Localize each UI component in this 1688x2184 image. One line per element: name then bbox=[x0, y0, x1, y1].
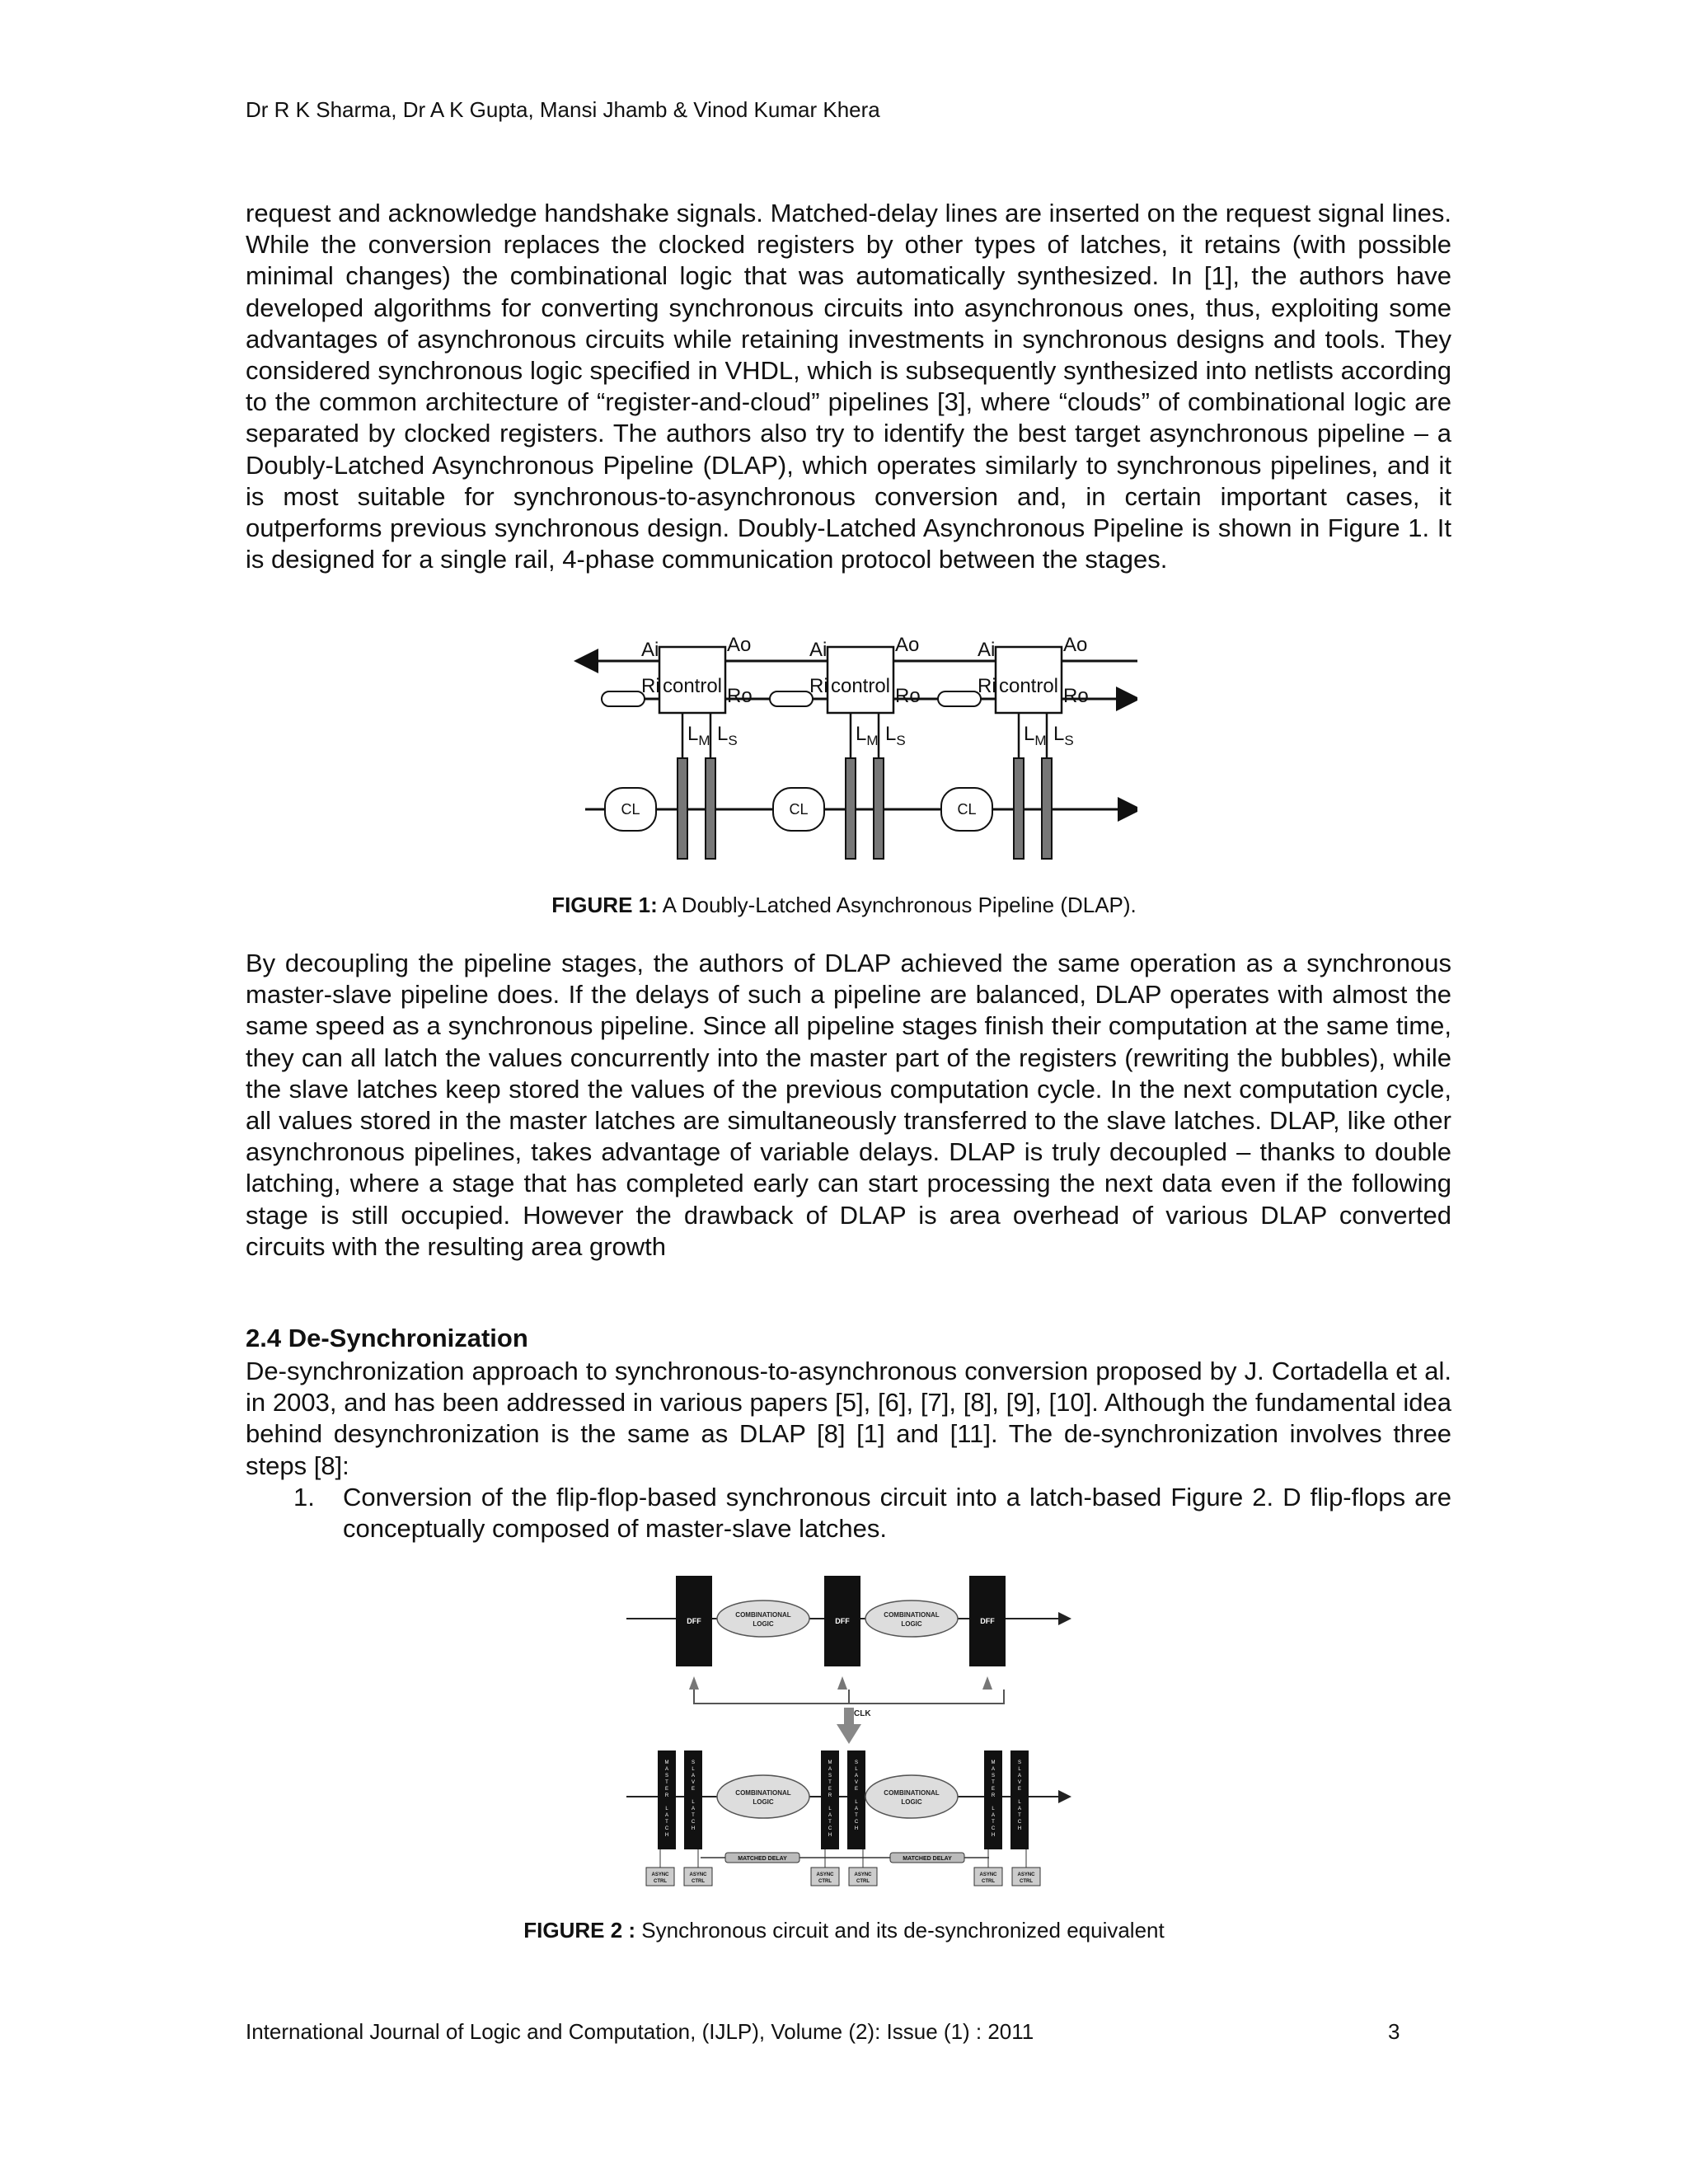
control-label: control bbox=[662, 675, 723, 697]
async-label-line-1: ASYNC bbox=[1017, 1872, 1035, 1877]
slave-latch bbox=[874, 758, 884, 859]
pipeline-stage bbox=[809, 634, 921, 859]
slave-latch-label: S L A V E L A T C H bbox=[854, 1760, 859, 1831]
list-item-number: 1. bbox=[293, 1483, 315, 1511]
ri-label: Ri bbox=[809, 675, 828, 697]
async-ctrl bbox=[974, 1849, 1002, 1886]
ro-label: Ro bbox=[727, 685, 753, 707]
list-item-text: Conversion of the flip-flop-based synchronous circuit into a latch-based Figure 2. D flip-flops are conceptually composed of master-slave latches. bbox=[343, 1483, 1451, 1544]
lm-label: $L_M$ bbox=[856, 723, 879, 748]
lm-label: $L_M$ bbox=[687, 723, 710, 748]
ao-label: Ao bbox=[895, 634, 920, 656]
master-latch bbox=[678, 758, 687, 859]
async-label-line-2: CTRL bbox=[982, 1879, 995, 1884]
ro-label: Ro bbox=[1063, 685, 1089, 707]
dff-block bbox=[676, 1576, 712, 1690]
cl-label-1: CL bbox=[621, 801, 640, 818]
pipeline-stage bbox=[978, 634, 1089, 859]
cloud-label-line-1: COMBINATIONAL bbox=[735, 1789, 791, 1797]
matched-delay-label: MATCHED DELAY bbox=[738, 1856, 787, 1862]
cloud-label-line-2: LOGIC bbox=[901, 1798, 922, 1806]
ri-label: Ri bbox=[641, 675, 660, 697]
ai-label: Ai bbox=[809, 639, 828, 661]
desync-steps-list bbox=[246, 1482, 1451, 1544]
cl-label-2: CL bbox=[789, 801, 809, 818]
ls-label: $L_S$ bbox=[1053, 723, 1074, 748]
figure-2-caption bbox=[0, 1918, 1688, 1943]
section-heading: 2.4 De-Synchronization bbox=[246, 1324, 528, 1352]
async-ctrl bbox=[684, 1849, 712, 1886]
async-label-line-2: CTRL bbox=[654, 1879, 667, 1884]
journal-footer: International Journal of Logic and Computation, (IJLP), Volume (2): Issue (1) : 2011 bbox=[246, 2019, 1034, 2044]
slave-latch-label: S L A V E L A T C H bbox=[691, 1760, 696, 1831]
page-number: 3 bbox=[1388, 2019, 1400, 2044]
matched-delay bbox=[890, 1853, 964, 1863]
slave-latch bbox=[684, 1750, 702, 1849]
paragraph-dlap-operation: By decoupling the pipeline stages, the authors of DLAP achieved the same operation as a synchronous master-slave pipeline does. If the delays of such a pipeline are balanced, DLAP operates with almost the same speed as a synchronous pipeline. Since all pipeline stages finish their computation at the same time, they can all latch the values concurrently into the master part of the registers (rewriting the bubbles), while the slave latches keep stored the values of the previous computation cycle. In the next computation cycle, all values stored in the master latches are simultaneously transferred to the slave latches. DLAP, like other asynchronous pipelines, takes advantage of variable delays. DLAP is truly decoupled – thanks to double latching, where a stage that has completed early can start processing the next data even if the following stage is still occupied. However the drawback of DLAP is area overhead of various DLAP converted circuits with the resulting area growth bbox=[246, 949, 1451, 1261]
cloud-label-line-2: LOGIC bbox=[753, 1798, 774, 1806]
master-latch bbox=[1014, 758, 1024, 859]
master-latch-label: M A S T E R L A T C H bbox=[991, 1760, 996, 1838]
figure-2-caption-text: Synchronous circuit and its de-synchronized equivalent bbox=[635, 1918, 1165, 1943]
dff-label: DFF bbox=[687, 1617, 701, 1625]
dff-label: DFF bbox=[835, 1617, 850, 1625]
async-ctrl bbox=[1012, 1849, 1040, 1886]
slave-latch bbox=[847, 1750, 865, 1849]
ls-label: $L_S$ bbox=[717, 723, 738, 748]
async-ctrl bbox=[811, 1849, 839, 1886]
async-label-line-1: ASYNC bbox=[816, 1872, 834, 1877]
paragraph-desync: De-synchronization approach to synchronous-to-asynchronous conversion proposed by J. Cortadella et al. in 2003, and has been addressed in various papers [5], [6], [7], [8], [9], [10]. Although the fundamental idea behind desynchronization is the same as DLAP [8] [1] and [11]. The de-synchronization involves three steps [8]: bbox=[246, 1357, 1451, 1480]
ro-label: Ro bbox=[895, 685, 921, 707]
pipeline-stages bbox=[641, 634, 1089, 859]
master-latch bbox=[658, 1750, 676, 1849]
figure-1-caption-label: FIGURE 1: bbox=[551, 893, 658, 917]
cloud-label-line-1: COMBINATIONAL bbox=[735, 1611, 791, 1619]
async-label-line-2: CTRL bbox=[856, 1879, 870, 1884]
combinational-cloud bbox=[865, 1601, 958, 1637]
master-latch bbox=[821, 1750, 839, 1849]
cloud-label-line-2: LOGIC bbox=[901, 1620, 922, 1628]
matched-delay-label: MATCHED DELAY bbox=[903, 1856, 952, 1862]
clk-label: CLK bbox=[854, 1709, 871, 1718]
slave-latch bbox=[1010, 1750, 1029, 1849]
async-ctrl bbox=[849, 1849, 877, 1886]
cl-label-3: CL bbox=[957, 801, 977, 818]
master-latch-label: M A S T E R L A T C H bbox=[828, 1760, 832, 1838]
figure-1-caption-text: A Doubly-Latched Asynchronous Pipeline (DLAP). bbox=[657, 893, 1137, 917]
ao-label: Ao bbox=[1063, 634, 1088, 656]
figure-2-desync-diagram bbox=[626, 1568, 1071, 1897]
combinational-cloud bbox=[865, 1775, 958, 1818]
async-label-line-2: CTRL bbox=[692, 1879, 705, 1884]
async-label-line-2: CTRL bbox=[1020, 1879, 1033, 1884]
running-header: Dr R K Sharma, Dr A K Gupta, Mansi Jhamb & Vinod Kumar Khera bbox=[246, 97, 880, 122]
figure-1-caption bbox=[0, 893, 1688, 918]
dff-block bbox=[969, 1576, 1006, 1690]
ai-label: Ai bbox=[978, 639, 996, 661]
async-label-line-1: ASYNC bbox=[979, 1872, 997, 1877]
slave-latch bbox=[706, 758, 715, 859]
combinational-cloud bbox=[717, 1775, 809, 1818]
cloud-label-line-1: COMBINATIONAL bbox=[884, 1611, 940, 1619]
master-latch bbox=[846, 758, 856, 859]
dff-block bbox=[824, 1576, 860, 1690]
master-latch-label: M A S T E R L A T C H bbox=[664, 1760, 669, 1838]
ao-label: Ao bbox=[727, 634, 752, 656]
async-label-line-1: ASYNC bbox=[651, 1872, 669, 1877]
slave-latch bbox=[1042, 758, 1052, 859]
list-item bbox=[246, 1482, 1451, 1544]
paragraph-dlap-intro: request and acknowledge handshake signals. Matched-delay lines are inserted on the request signal lines. While the conversion replaces the clocked registers by other types of latches, it retains (with possible minimal changes) the combinational logic that was automatically synthesized. In [1], the authors have developed algorithms for converting synchronous circuits into asynchronous ones, thus, exploiting some advantages of asynchronous circuits while retaining investments in synchronous designs and tools. They considered synchronous logic specified in VHDL, which is subsequently synthesized into netlists according to the common architecture of “register-and-cloud” pipelines [3], where “clouds” of combinational logic are separated by clocked registers. The authors also try to identify the best target asynchronous pipeline – a Doubly-Latched Asynchronous Pipeline (DLAP), which operates similarly to synchronous pipelines, and it is most suitable for synchronous-to-asynchronous conversion and, in certain important cases, it outperforms previous synchronous design. Doubly-Latched Asynchronous Pipeline is shown in Figure 1. It is designed for a single rail, 4-phase communication protocol between the stages. bbox=[246, 199, 1451, 574]
control-label: control bbox=[998, 675, 1059, 697]
async-label-line-2: CTRL bbox=[818, 1879, 832, 1884]
ai-label: Ai bbox=[641, 639, 659, 661]
ri-label: Ri bbox=[978, 675, 996, 697]
dff-label: DFF bbox=[980, 1617, 995, 1625]
cloud-label-line-1: COMBINATIONAL bbox=[884, 1789, 940, 1797]
async-ctrl bbox=[646, 1849, 674, 1886]
async-label-line-1: ASYNC bbox=[854, 1872, 872, 1877]
pipeline-stage bbox=[641, 634, 753, 859]
figure-1-dlap-diagram bbox=[569, 626, 1137, 874]
cloud-label-line-2: LOGIC bbox=[753, 1620, 774, 1628]
figure-2-caption-label: FIGURE 2 : bbox=[523, 1918, 636, 1943]
master-latch bbox=[984, 1750, 1002, 1849]
lm-label: $L_M$ bbox=[1024, 723, 1047, 748]
ls-label: $L_S$ bbox=[885, 723, 906, 748]
desync-circuit bbox=[626, 1750, 1068, 1886]
combinational-cloud bbox=[717, 1601, 809, 1637]
sync-circuit bbox=[626, 1576, 1068, 1744]
async-label-line-1: ASYNC bbox=[689, 1872, 707, 1877]
control-label: control bbox=[830, 675, 891, 697]
matched-delay bbox=[725, 1853, 799, 1863]
slave-latch-label: S L A V E L A T C H bbox=[1017, 1760, 1022, 1831]
